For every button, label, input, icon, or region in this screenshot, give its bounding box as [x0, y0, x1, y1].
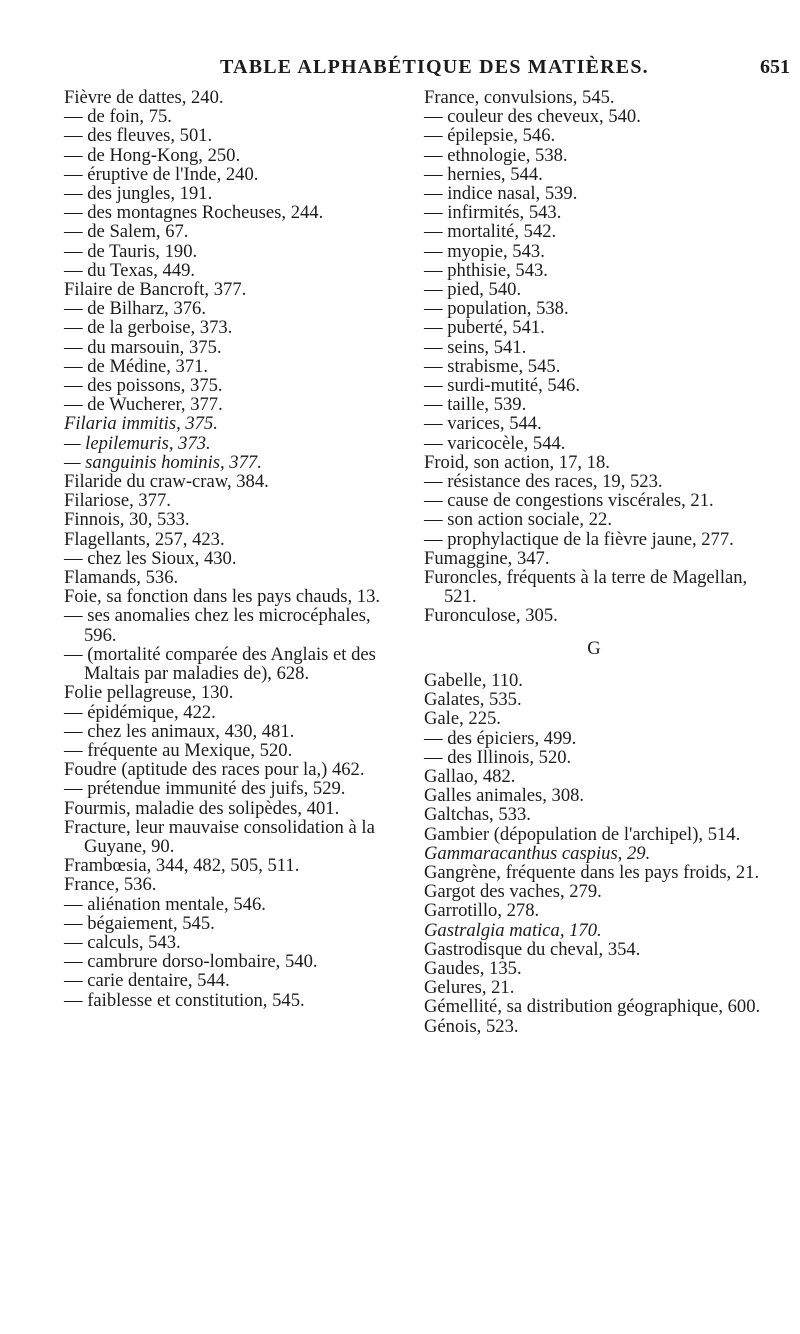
- index-entry: — prophylactique de la fièvre jaune, 277.: [424, 528, 734, 550]
- latin-term: — sanguinis hominis, 377.: [64, 451, 262, 473]
- index-entry: — des fleuves, 501.: [64, 125, 213, 147]
- index-entry: — de Bilharz, 376.: [64, 298, 207, 320]
- index-entry: Folie pellagreuse, 130.: [64, 682, 234, 704]
- index-entry: — du marsouin, 375.: [64, 336, 222, 358]
- index-entry: — calculs, 543.: [64, 931, 181, 953]
- index-entry: Frambœsia, 344, 482, 505, 511.: [64, 855, 300, 877]
- index-entry: — cause de congestions viscérales, 21.: [424, 490, 714, 512]
- index-entry: — cambrure dorso-lombaire, 540.: [64, 951, 318, 973]
- index-entry: — hernies, 544.: [424, 163, 543, 185]
- index-entry: Fracture, leur mauvaise consolidation à la Guyane, 90.: [64, 816, 375, 857]
- latin-term: Gastralgia matica, 170.: [424, 919, 602, 941]
- index-column-left: [64, 88, 394, 1010]
- index-entry: Galates, 535.: [424, 689, 522, 711]
- index-entry: Foudre (aptitude des races pour la,) 462.: [64, 759, 365, 781]
- section-letter-heading: G: [587, 637, 601, 659]
- index-entry: — de Médine, 371.: [64, 355, 209, 377]
- index-entry: — pied, 540.: [424, 279, 522, 301]
- index-entry: — des épiciers, 499.: [424, 727, 577, 749]
- index-entry: — résistance des races, 19, 523.: [424, 471, 663, 493]
- index-entry: — épilepsie, 546.: [424, 125, 556, 147]
- index-entry: — (mortalité comparée des Anglais et des Maltais par maladies de), 628.: [64, 643, 376, 685]
- index-entry: — mortalité, 542.: [424, 221, 557, 243]
- index-entry: — phthisie, 543.: [424, 259, 548, 281]
- index-entry: [424, 844, 764, 863]
- index-entry: — de foin, 75.: [64, 106, 172, 128]
- index-entry: — infirmités, 543.: [424, 202, 562, 224]
- index-entry: — puberté, 541.: [424, 317, 545, 339]
- index-entry: — des montagnes Rocheuses, 244.: [64, 202, 324, 224]
- index-entry: [64, 434, 394, 453]
- index-entry: — ethnologie, 538.: [424, 144, 568, 166]
- index-entry: Garrotillo, 278.: [424, 900, 540, 922]
- index-entry: — de la gerboise, 373.: [64, 317, 233, 339]
- index-entry: — des poissons, 375.: [64, 375, 223, 397]
- index-entry: — taille, 539.: [424, 394, 527, 416]
- index-entry: Furoncles, fréquents à la terre de Magellan, 521.: [424, 567, 748, 608]
- index-entry: Foie, sa fonction dans les pays chauds, 13.: [64, 586, 381, 608]
- index-entry: France, 536.: [64, 874, 157, 896]
- index-entry: Gale, 225.: [424, 708, 501, 730]
- index-entry: Gangrène, fréquente dans les pays froids, 21.: [424, 861, 760, 883]
- index-entry: — population, 538.: [424, 298, 569, 320]
- index-entry: Flagellants, 257, 423.: [64, 528, 225, 550]
- index-entry: Gambier (dépopulation de l'archipel), 514.: [424, 823, 741, 845]
- index-entry: — de Hong-Kong, 250.: [64, 144, 241, 166]
- index-entry: Gastrodisque du cheval, 354.: [424, 938, 641, 960]
- index-entry: Fourmis, maladie des solipèdes, 401.: [64, 797, 340, 819]
- index-entry: — couleur des cheveux, 540.: [424, 106, 641, 128]
- index-entry: Fièvre de dattes, 240.: [64, 87, 224, 108]
- index-entry: — épidémique, 422.: [64, 701, 216, 723]
- index-entry: Furonculose, 305.: [424, 605, 558, 627]
- index-entry: — son action sociale, 22.: [424, 509, 612, 531]
- index-entry: — aliénation mentale, 546.: [64, 893, 266, 915]
- index-entry: — varicocèle, 544.: [424, 432, 566, 454]
- index-entry: — éruptive de l'Inde, 240.: [64, 163, 259, 185]
- index-entry: — des jungles, 191.: [64, 183, 213, 205]
- index-entry: — carie dentaire, 544.: [64, 970, 230, 992]
- page-number: 651: [760, 56, 790, 78]
- latin-term: Gammaracanthus caspius, 29.: [424, 842, 651, 864]
- index-entry: — indice nasal, 539.: [424, 183, 578, 205]
- index-entry: Galles animales, 308.: [424, 785, 585, 807]
- index-entry: Gabelle, 110.: [424, 669, 523, 691]
- latin-term: — lepilemuris, 373.: [64, 432, 211, 454]
- index-column-right: [424, 88, 764, 1036]
- index-entry: Galtchas, 533.: [424, 804, 531, 826]
- index-entry: — surdi-mutité, 546.: [424, 375, 580, 397]
- index-entry: Fumaggine, 347.: [424, 547, 550, 569]
- index-entry: — prétendue immunité des juifs, 529.: [64, 778, 346, 800]
- index-entry: Filariose, 377.: [64, 490, 171, 512]
- index-entry: Filaride du craw-craw, 384.: [64, 471, 269, 493]
- index-entry: — faiblesse et constitution, 545.: [64, 989, 305, 1011]
- index-entry: [64, 453, 394, 472]
- index-entry: — strabisme, 545.: [424, 355, 561, 377]
- index-entry: France, convulsions, 545.: [424, 87, 615, 108]
- index-entry: Filaire de Bancroft, 377.: [64, 279, 247, 301]
- index-entry: Gémellité, sa distribution géographique, 600.: [424, 996, 761, 1018]
- index-entry: — de Salem, 67.: [64, 221, 189, 243]
- index-entry: — bégaiement, 545.: [64, 912, 215, 934]
- index-entry: Génois, 523.: [424, 1015, 519, 1037]
- index-entry: Gelures, 21.: [424, 977, 515, 999]
- index-entry: — seins, 541.: [424, 336, 527, 358]
- index-entry: — chez les animaux, 430, 481.: [64, 720, 295, 742]
- latin-term: Filaria immitis, 375.: [64, 413, 218, 435]
- index-entry: Flamands, 536.: [64, 567, 179, 589]
- index-entry: — ses anomalies chez les microcéphales, 596.: [64, 605, 371, 646]
- index-entry: Gargot des vaches, 279.: [424, 881, 602, 903]
- index-entry: — du Texas, 449.: [64, 259, 196, 281]
- index-entry: Finnois, 30, 533.: [64, 509, 190, 531]
- index-entry: — fréquente au Mexique, 520.: [64, 739, 293, 761]
- index-entry: [424, 921, 764, 940]
- index-entry: — chez les Sioux, 430.: [64, 547, 237, 569]
- index-entry: — varices, 544.: [424, 413, 542, 435]
- index-entry: — de Wucherer, 377.: [64, 394, 223, 416]
- index-entry: Froid, son action, 17, 18.: [424, 451, 610, 473]
- index-entry: — de Tauris, 190.: [64, 240, 198, 262]
- index-entry: Gaudes, 135.: [424, 957, 522, 979]
- index-entry: [64, 414, 394, 433]
- index-entry: — des Illinois, 520.: [424, 746, 572, 768]
- index-entry: Gallao, 482.: [424, 765, 516, 787]
- index-entry: — myopie, 543.: [424, 240, 545, 262]
- running-head-title: TABLE ALPHABÉTIQUE DES MATIÈRES.: [220, 56, 649, 78]
